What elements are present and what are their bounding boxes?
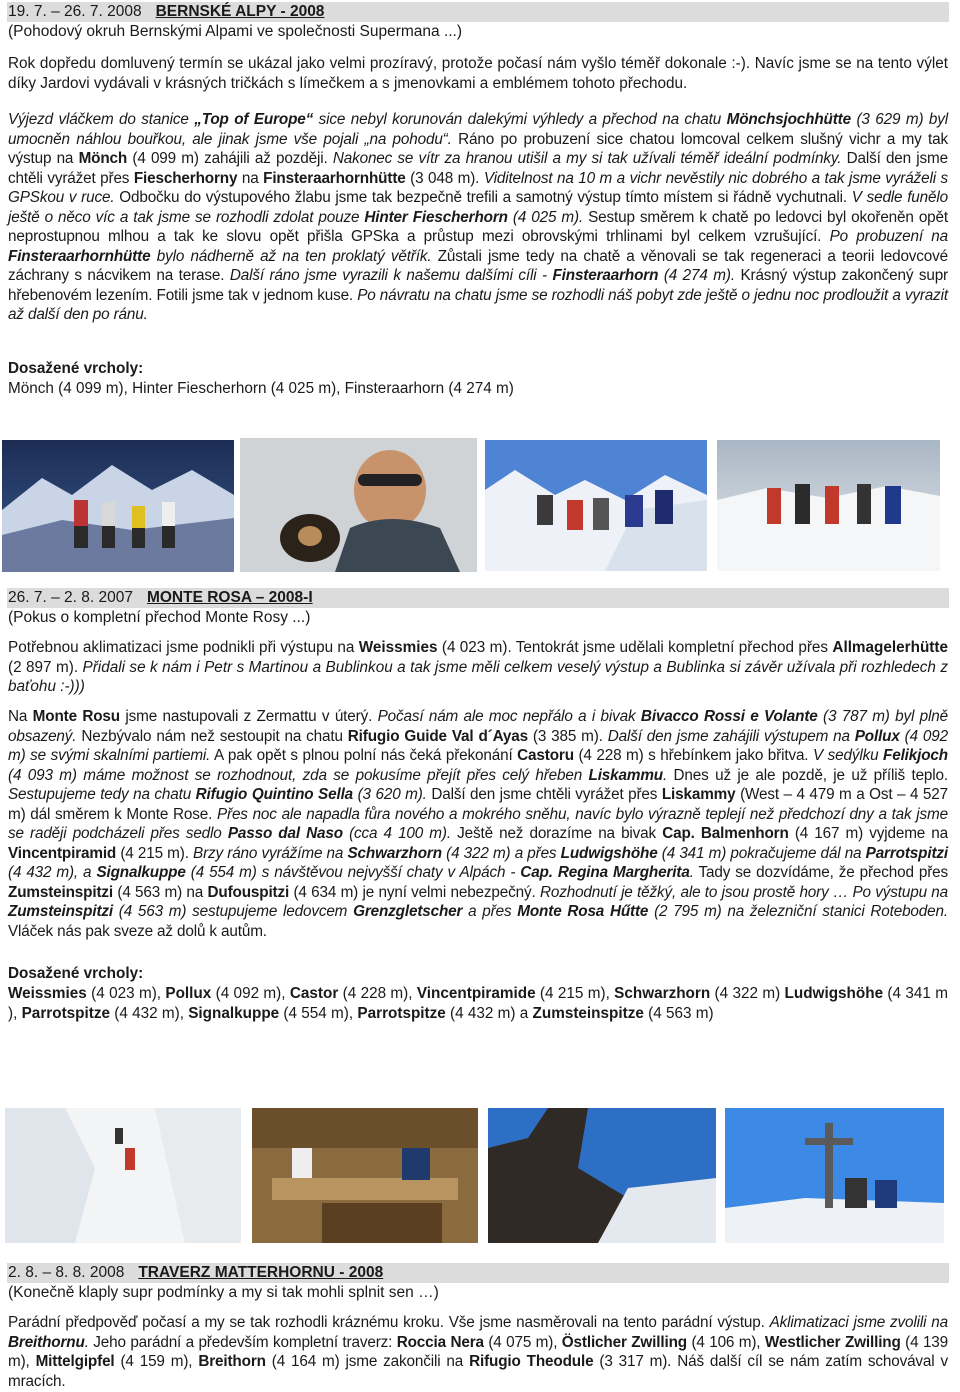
trip1-subtitle: (Pohodový okruh Bernskými Alpami ve společnosti Supermana ...) [8,23,463,40]
photo-climber-with-dog [240,438,477,572]
trip2-subtitle: (Pokus o kompletní přechod Monte Rosy ...) [8,609,311,626]
photo-summit-cross [725,1108,944,1243]
trip1-paragraph-2: Výjezd vláčkem do stanice „Top of Europe“ sice nebyl korunován dalekými výhledy a přechod na chatu Mönchsjochhütte (3 629 m) byl umocněn náhlou bouřkou, ale jinak jsme vše pojali „na pohodu“. Ráno po probuzení sice chatou lomcoval celkem slušný vichr a my tak výstup na Mönch (4 099 m) zahájili až později. Nakonec se vítr za hranou utišil a my si tak užívali téměř ideální podmínky. Další den jsme chtěli vyrážet přes Fiescherhorny na Finsteraarhornhütte (3 048 m). Viditelnost na 10 m a vichr nevěstily nic dobrého a tak jsme vyráželi s GPSkou v ruce. Odbočku do výstupového žlabu jsme tak bezpečně trefili a samotný výstup tímto místem si řádně vychutnali. V sedle funělo ještě o něco víc a tak jsme se rozhodli zdolat pouze Hinter Fiescherhorn (4 025 m). Sestup směrem k chatě po ledovci byl okořeněn opět neprostupnou mlhou a tak ke slovu opět přišla GPSka a průstup mezi obrovskými trhlinami byl celkem vzrušující. Po probuzení na Finsteraarhornhütte bylo nádherně až na ten proklatý větřík. Zůstali jsme tedy na chatě a věnovali se tak regeneraci a teorii ledovcové záchrany s nácvikem na terase. Další ráno jsme vyrazili k našemu dalšími cíli - Finsteraarhorn (4 274 m). Krásný výstup zakončený supr hřebenovém lezením. Fotili jsme tak v jednom kuse. Po návratu na chatu jsme se rozhodli náš pobyt zde ještě o jednu noc prodloužit a vyrazit až další den po ránu. [8,111,949,323]
trip1-peaks-label: Dosažené vrcholy: [8,360,144,377]
trip2-header [7,588,949,608]
trip3-subtitle: (Konečně klaply supr podmínky a my si tak mohli splnit sen …) [8,1284,439,1301]
trip2-peaks-label: Dosažené vrcholy: [8,965,144,982]
trip2-paragraph-2: Na Monte Rosu jsme nastupovali z Zermattu v úterý. Počasí nám ale moc nepřálo a i bivak Bivacco Rossi e Volante (3 787 m) byl plně obsazený. Nezbývalo nám než sestoupit na chatu Rifugio Guide Val d´Ayas (3 385 m). Další den jsme zahájili výstupem na Pollux (4 092 m) se svými skalními partiemi. A pak opět s plnou polní nás čeká překonání Castoru (4 228 m) s hřebínkem jako břitva. V sedýlku Felikjoch (4 093 m) máme možnost se rozhodnout, zda se pokusíme přejít přes celý hřeben Liskammu. Dnes už je ale pozdě, je už příliš teplo. Sestupujeme tedy na chatu Rifugio Quintino Sella (3 620 m). Další den jsme chtěli vyrážet přes Liskammy (West – 4 479 m a Ost – 4 527 m) dál směrem k Monte Rose. Přes noc ale napadla fůra nového a mokrého sněhu, navíc bylo výrazně teplejí než předchozí dny a tak jsme se raději podcházeli přes sedlo Passo dal Naso (cca 4 100 m). Ještě než dorazíme na bivak Cap. Balmenhorn (4 167 m) vyjdeme na Vincentpiramid (4 215 m). Brzy ráno vyrážíme na Schwarzhorn (4 322 m) a přes Ludwigshöhe (4 341 m) pokračujeme dál na Parrotspitzi (4 432 m), a Signalkuppe (4 554 m) s návštěvou nejvyšší chaty v Alpách - Cap. Regina Margherita. Tady se dozvídáme, že přechod přes Zumsteinspitzi (4 563 m) na Dufouspitzi (4 634 m) je nyní velmi nebezpečný. Rozhodnutí je těžký, ale to jsou prostě hory … Po výstupu na Zumsteinspitzi (4 563 m) sestupujeme ledovcem Grenzgletscher a přes Monte Rosa Hűtte (2 795 m) na železniční stanici Roteboden. Vláček nás pak sveze až dolů k autům. [8,708,949,940]
trip3-dates: 2. 8. – 8. 8. 2008 [8,1264,125,1281]
trip2-paragraph-1: Potřebnou aklimatizaci jsme podnikli při výstupu na Weissmies (4 023 m). Tentokrát jsme udělali kompletní přechod přes Allmagelerhütte (2 897 m). Přidali se k nám i Petr s Martinou a Bublinkou a tak jsme měli celkem veselý výstup a Bublinka si závěr užívala při rozhledech z baťohu :-))) [8,639,948,695]
trip1-peaks-list: Mönch (4 099 m), Hinter Fiescherhorn (4 025 m), Finsteraarhorn (4 274 m) [8,380,514,397]
trip1-title: BERNSKÉ ALPY - 2008 [155,3,325,20]
photo-team-on-summit [717,440,940,571]
photo-ice-face-climb [5,1108,241,1243]
trip1-header [7,2,949,22]
trip2-dates: 26. 7. – 2. 8. 2007 [8,589,133,606]
trip1-dates: 19. 7. – 26. 7. 2008 [8,3,142,20]
photo-climbers-dusk [2,440,234,572]
trip2-title: MONTE ROSA – 2008-I [146,589,313,606]
photo-rocky-ridge [488,1108,716,1243]
trip3-title: TRAVERZ MATTERHORNU - 2008 [138,1264,384,1281]
trip3-header [7,1263,949,1283]
trip3-paragraph-1: Parádní předpověď počasí a my se tak rozhodli kráznému kroku. Vše jsme nasměrovali na tento parádní výstup. Aklimatizaci jsme zvolili na Breithornu. Jeho parádní a především kompletní traverz: Roccia Nera (4 075 m), Östlicher Zwilling (4 106 m), Westlicher Zwilling (4 139 m), Mittelgipfel (4 159 m), Breithorn (4 164 m) jsme zakončili na Rifugio Theodule (3 317 m). Náš další cíl se nám zatím schovával v mracích. [8,1314,949,1390]
trip1-paragraph-1: Rok dopředu domluvený termín se ukázal jako velmi prozíravý, protože počasí nám vyšlo téměř dokonale :-). Navíc jsme se na tento výlet díky Jardovi vydávali v krásných tričkách s límečkem a s jmenovkami a emblémem tohoto přechodu. [8,55,948,92]
trip2-peaks-list: Weissmies (4 023 m), Pollux (4 092 m), Castor (4 228 m), Vincentpiramide (4 215 m), Schwarzhorn (4 322 m) Ludwigshöhe (4 341 m ), Parrotspitze (4 432 m), Signalkuppe (4 554 m), Parrotspitze (4 432 m) a Zumsteinspitze (4 563 m) [8,985,948,1022]
photo-hut-interior [252,1108,478,1243]
photo-group-on-ridge [485,440,707,571]
